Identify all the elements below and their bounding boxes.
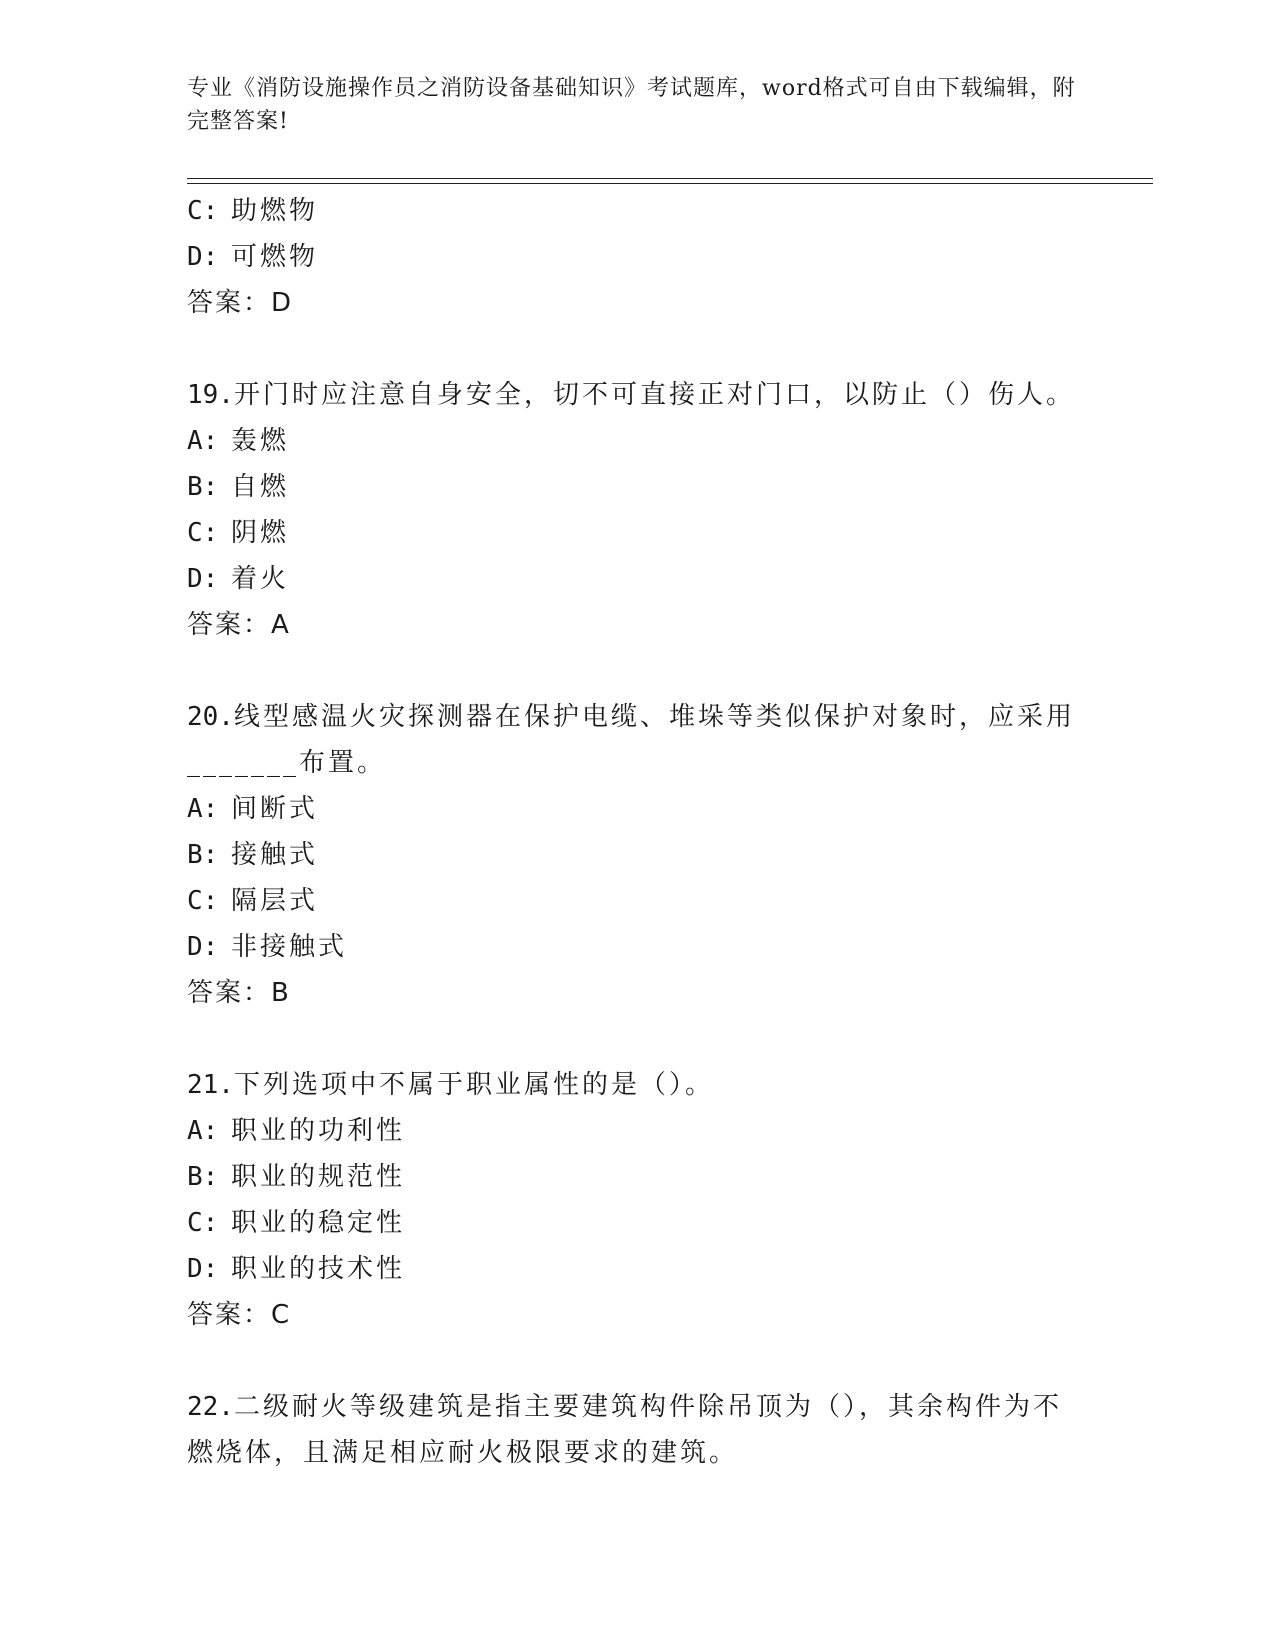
option-a: [187, 418, 1087, 464]
option-text: 阴燃: [231, 518, 290, 548]
answer-line: 答案：B: [187, 978, 291, 1008]
option-label: C:: [187, 518, 219, 548]
option-text: 隔层式: [231, 886, 319, 916]
option-a: [187, 1108, 1087, 1154]
option-text: 职业的规范性: [231, 1162, 406, 1192]
question-list: [187, 188, 1087, 1476]
option-text: 可燃物: [231, 242, 319, 272]
option-label: B:: [187, 840, 219, 870]
header-divider-bottom: [187, 183, 1153, 184]
question-number: 21.: [187, 1070, 234, 1100]
document-header: [187, 72, 1087, 138]
question-stem-continued: [187, 740, 1087, 786]
option-label: C:: [187, 196, 219, 226]
header-title: 专业《消防设施操作员之消防设备基础知识》考试题库，word格式可自由下载编辑，附完整答案!: [187, 76, 1076, 134]
option-b: [187, 464, 1087, 510]
question-number: 19.: [187, 380, 234, 410]
option-d: [187, 924, 1087, 970]
option-text: 接触式: [231, 840, 319, 870]
option-label: D:: [187, 932, 219, 962]
question-text: 线型感温火灾探测器在保护电缆、堆垛等类似保护对象时，应采用: [233, 702, 1075, 732]
option-c: [187, 188, 1087, 234]
answer-line: 答案：D: [187, 288, 294, 318]
option-label: B:: [187, 1162, 219, 1192]
option-text: 非接触式: [231, 932, 348, 962]
question-text: 开门时应注意自身安全，切不可直接正对门口，以防止（）伤人。: [233, 380, 1075, 410]
question-text-continued: _______布置。: [187, 748, 387, 778]
option-text: 职业的技术性: [231, 1254, 406, 1284]
question-text: 二级耐火等级建筑是指主要建筑构件除吊顶为（），其余构件为不: [233, 1392, 1062, 1422]
question-number: 22.: [187, 1392, 234, 1422]
option-c: [187, 878, 1087, 924]
header-divider-top: [187, 178, 1153, 179]
option-label: D:: [187, 242, 219, 272]
question-stem: [187, 372, 1087, 418]
option-b: [187, 1154, 1087, 1200]
option-c: [187, 510, 1087, 556]
option-label: C:: [187, 1208, 219, 1238]
option-label: A:: [187, 1116, 219, 1146]
answer-line: 答案：C: [187, 1300, 292, 1330]
question-stem: [187, 694, 1087, 740]
option-text: 助燃物: [231, 196, 319, 226]
option-text: 轰燃: [231, 426, 290, 456]
option-text: 职业的稳定性: [231, 1208, 406, 1238]
option-label: D:: [187, 1254, 219, 1284]
option-label: B:: [187, 472, 219, 502]
option-b: [187, 832, 1087, 878]
question-stem: [187, 1062, 1087, 1108]
option-text: 自燃: [231, 472, 290, 502]
option-text: 间断式: [231, 794, 319, 824]
question-stem: [187, 1384, 1087, 1430]
option-a: [187, 786, 1087, 832]
option-d: [187, 1246, 1087, 1292]
option-c: [187, 1200, 1087, 1246]
question-text-continued: 燃烧体，且满足相应耐火极限要求的建筑。: [187, 1438, 739, 1468]
option-text: 职业的功利性: [231, 1116, 406, 1146]
option-label: D:: [187, 564, 219, 594]
option-label: A:: [187, 426, 219, 456]
option-label: A:: [187, 794, 219, 824]
option-text: 着火: [231, 564, 290, 594]
option-d: [187, 234, 1087, 280]
answer-line: 答案：A: [187, 610, 291, 640]
question-stem-continued: [187, 1430, 1087, 1476]
question-text: 下列选项中不属于职业属性的是（）。: [233, 1070, 714, 1100]
option-d: [187, 556, 1087, 602]
option-label: C:: [187, 886, 219, 916]
question-number: 20.: [187, 702, 234, 732]
